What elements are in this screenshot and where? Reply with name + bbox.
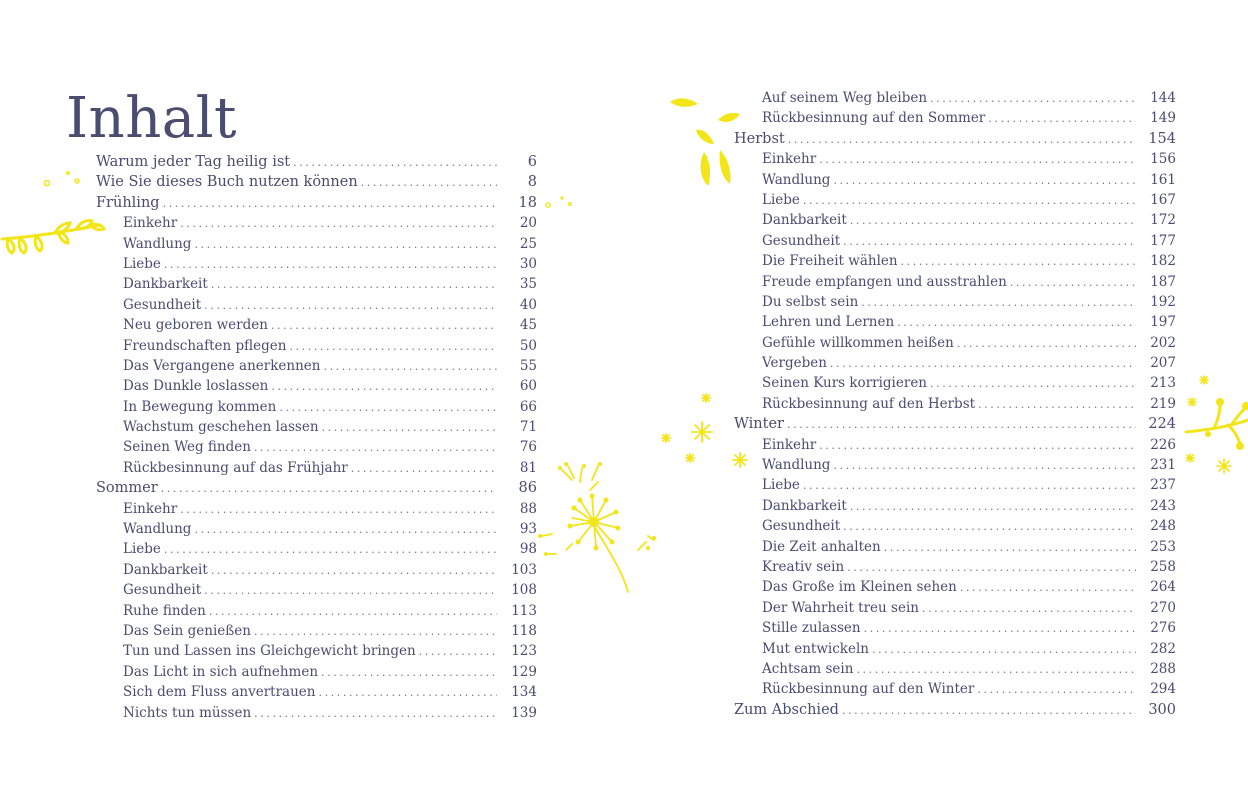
toc-entry	[762, 516, 1176, 536]
toc-entry-page-number: 161	[1150, 171, 1176, 188]
dot-leader	[847, 558, 1136, 578]
toc-entry-label: Dankbarkeit	[123, 276, 208, 293]
dot-leader	[930, 374, 1136, 394]
toc-entry-label: Wie Sie dieses Buch nutzen können	[96, 174, 358, 191]
dot-leader	[864, 619, 1136, 639]
toc-entry-page-number: 129	[511, 663, 537, 680]
dot-leader	[164, 540, 497, 560]
dot-leader	[254, 438, 497, 458]
toc-entry	[762, 373, 1176, 393]
toc-entry-label: Mut entwickeln	[762, 640, 869, 657]
toc-entry-label: Freundschaften pflegen	[123, 337, 287, 354]
toc-entry-label: Auf seinem Weg bleiben	[762, 90, 928, 106]
sparkle-dots-icon	[542, 195, 576, 213]
toc-entry-label: Gesundheit	[123, 296, 202, 313]
dot-leader	[988, 109, 1136, 129]
toc-entry-page-number: 248	[1150, 518, 1176, 535]
toc-entry-page-number: 258	[1150, 558, 1176, 575]
toc-entry-label: Das Dunkle loslassen	[123, 378, 269, 395]
dot-leader	[843, 517, 1136, 537]
toc-entry-label: Sommer	[96, 480, 158, 497]
toc-entry-label: Tun und Lassen ins Gleichgewicht bringen	[123, 643, 416, 660]
toc-entry	[96, 152, 537, 172]
dot-leader	[351, 459, 497, 479]
toc-entry-label: Winter	[734, 416, 784, 433]
sparkle-dots-icon	[40, 168, 85, 190]
toc-entry	[762, 88, 1176, 108]
toc-entry-page-number: 71	[519, 419, 537, 436]
toc-entry-page-number: 18	[518, 194, 537, 211]
toc-entry-label: Liebe	[123, 255, 161, 272]
toc-entry-page-number: 207	[1150, 355, 1176, 372]
toc-entry	[762, 557, 1176, 577]
dot-leader	[194, 235, 497, 255]
toc-entry-label: Wachstum geschehen lassen	[123, 419, 319, 436]
toc-entry-label: Rückbesinnung auf das Frühjahr	[123, 459, 348, 476]
toc-entry	[762, 149, 1176, 169]
toc-entry-label: Du selbst sein	[762, 293, 859, 310]
berry-branch-icon	[1184, 370, 1248, 480]
toc-entry	[123, 519, 537, 539]
dot-leader	[209, 602, 497, 622]
toc-entry-page-number: 98	[519, 541, 537, 558]
dot-leader	[1010, 273, 1136, 293]
toc-entry-label: Achtsam sein	[762, 660, 854, 677]
toc-entry-page-number: 213	[1150, 375, 1176, 392]
dot-leader	[872, 640, 1136, 660]
toc-entry	[762, 251, 1176, 271]
toc-entry	[762, 190, 1176, 210]
dot-leader	[842, 701, 1136, 721]
toc-entry-label: Liebe	[762, 191, 800, 208]
toc-entry-page-number: 288	[1150, 660, 1176, 677]
dot-leader	[850, 211, 1136, 231]
leaf-branch-icon	[0, 205, 110, 265]
toc-entry-page-number: 88	[519, 500, 537, 517]
toc-entry-label: Rückbesinnung auf den Sommer	[762, 110, 986, 127]
toc-entry-label: Rückbesinnung auf den Winter	[762, 681, 975, 698]
toc-entry	[762, 537, 1176, 557]
toc-entry-page-number: 177	[1150, 232, 1176, 249]
toc-entry-page-number: 139	[511, 704, 537, 721]
toc-entry-page-number: 202	[1150, 334, 1176, 351]
toc-entry	[762, 108, 1176, 128]
toc-entry-label: Gesundheit	[762, 232, 841, 249]
toc-entry-page-number: 86	[518, 480, 537, 497]
dot-leader	[833, 171, 1136, 191]
toc-entry	[123, 376, 537, 396]
toc-entry-page-number: 108	[511, 582, 537, 599]
toc-entry-label: Einkehr	[762, 436, 817, 453]
toc-entry	[123, 560, 537, 580]
toc-entry-label: Einkehr	[123, 215, 178, 232]
page-title: Inhalt	[66, 86, 238, 151]
toc-entry-label: Ruhe finden	[123, 602, 206, 619]
toc-entry-page-number: 55	[519, 357, 537, 374]
dot-leader	[279, 398, 497, 418]
dot-leader	[922, 599, 1136, 619]
toc-entry	[123, 417, 537, 437]
toc-entry-page-number: 81	[519, 459, 537, 476]
toc-entry-label: Vergeben	[762, 355, 827, 372]
toc-entry-page-number: 167	[1150, 191, 1176, 208]
dot-leader	[161, 479, 497, 499]
toc-entry-page-number: 50	[519, 337, 537, 354]
toc-entry-page-number: 76	[519, 439, 537, 456]
dot-leader	[850, 497, 1136, 517]
dot-leader	[819, 436, 1136, 456]
dot-leader	[833, 456, 1136, 476]
toc-entry	[96, 478, 537, 498]
dot-leader	[163, 194, 497, 214]
dot-leader	[322, 418, 497, 438]
toc-entry	[762, 435, 1176, 455]
toc-entry	[123, 682, 537, 702]
toc-entry	[123, 397, 537, 417]
toc-entry-label: Freude empfangen und ausstrahlen	[762, 273, 1007, 290]
dot-leader	[254, 622, 497, 642]
toc-entry-page-number: 134	[511, 684, 537, 701]
dot-leader	[271, 316, 497, 336]
dot-leader	[293, 153, 497, 173]
dot-leader	[204, 581, 497, 601]
toc-entry-page-number: 103	[511, 561, 537, 578]
toc-entry	[762, 475, 1176, 495]
toc-entry-label: Gesundheit	[123, 582, 202, 599]
toc-entry	[762, 231, 1176, 251]
toc-entry-label: Rückbesinnung auf den Herbst	[762, 395, 976, 412]
toc-entry	[123, 641, 537, 661]
toc-entry	[123, 234, 537, 254]
dot-leader	[289, 337, 497, 357]
snowflake-icon	[660, 390, 750, 470]
toc-entry-label: Die Zeit anhalten	[762, 538, 881, 555]
dot-leader	[803, 191, 1136, 211]
toc-entry	[762, 353, 1176, 373]
toc-entry	[762, 210, 1176, 230]
toc-entry-label: Liebe	[762, 477, 800, 494]
toc-entry	[123, 274, 537, 294]
toc-entry-label: Das Große im Kleinen sehen	[762, 579, 957, 596]
toc-entry-label: Das Sein genießen	[123, 622, 251, 639]
right-page	[624, 0, 1248, 809]
toc-entry-page-number: 118	[511, 622, 537, 639]
dot-leader	[819, 150, 1136, 170]
toc-entry-label: Seinen Weg finden	[123, 439, 251, 456]
toc-entry-label: Frühling	[96, 194, 160, 211]
toc-entry-label: Stille zulassen	[762, 620, 861, 637]
toc-entry-label: Sich dem Fluss anvertrauen	[123, 684, 316, 701]
toc-entry-page-number: 197	[1150, 314, 1176, 331]
dot-leader	[164, 255, 497, 275]
toc-entry	[123, 621, 537, 641]
dot-leader	[861, 293, 1136, 313]
toc-entry	[123, 458, 537, 478]
toc-entry-page-number: 149	[1150, 110, 1176, 127]
toc-entry-page-number: 231	[1150, 457, 1176, 474]
toc-entry-page-number: 270	[1150, 599, 1176, 616]
dot-leader	[204, 296, 497, 316]
toc-entry-page-number: 8	[527, 174, 537, 191]
toc-entry-label: Das Licht in sich aufnehmen	[123, 663, 319, 680]
toc-entry-page-number: 6	[527, 154, 537, 170]
toc-entry-label: Kreativ sein	[762, 558, 845, 575]
toc-entry-page-number: 187	[1150, 273, 1176, 290]
dot-leader	[803, 476, 1136, 496]
toc-entry	[123, 254, 537, 274]
toc-entry-page-number: 172	[1150, 212, 1176, 229]
toc-entry-label: Neu geboren werden	[123, 317, 268, 334]
dot-leader	[271, 377, 497, 397]
toc-entry	[123, 580, 537, 600]
toc-entry	[762, 312, 1176, 332]
toc-entry	[96, 172, 537, 192]
toc-entry	[123, 356, 537, 376]
toc-entry	[123, 336, 537, 356]
toc-entry-page-number: 182	[1150, 253, 1176, 270]
toc-entry-label: Die Freiheit wählen	[762, 253, 898, 270]
toc-entry-page-number: 30	[519, 255, 537, 272]
toc-entry	[123, 703, 537, 723]
toc-entry	[123, 213, 537, 233]
dot-leader	[901, 252, 1136, 272]
toc-entry-page-number: 243	[1150, 497, 1176, 514]
dot-leader	[211, 275, 497, 295]
toc-entry-label: Dankbarkeit	[762, 497, 847, 514]
toc-entry-page-number: 156	[1150, 151, 1176, 168]
toc-entry-label: Wandlung	[123, 235, 192, 252]
toc-entry-label: Gefühle willkommen heißen	[762, 334, 954, 351]
toc-entry	[96, 193, 537, 213]
toc-entry-page-number: 264	[1150, 579, 1176, 596]
dot-leader	[897, 313, 1136, 333]
toc-entry	[123, 315, 537, 335]
toc-entry-page-number: 192	[1150, 293, 1176, 310]
toc-entry-page-number: 25	[519, 235, 537, 252]
dot-leader	[930, 89, 1136, 109]
dot-leader	[884, 538, 1136, 558]
toc-entry	[762, 394, 1176, 414]
toc-entry	[762, 639, 1176, 659]
toc-entry-page-number: 123	[511, 643, 537, 660]
toc-entry	[762, 333, 1176, 353]
toc-entry	[123, 437, 537, 457]
toc-entry-label: Liebe	[123, 541, 161, 558]
toc-entry	[762, 272, 1176, 292]
toc-entry	[123, 539, 537, 559]
toc-entry	[734, 129, 1176, 149]
toc-entry	[123, 601, 537, 621]
dot-leader	[180, 214, 497, 234]
toc-entry	[762, 292, 1176, 312]
toc-entry-label: Einkehr	[123, 500, 178, 517]
toc-entry	[762, 170, 1176, 190]
toc-entry-page-number: 300	[1148, 701, 1176, 718]
toc-entry	[734, 700, 1176, 720]
toc-entry	[123, 295, 537, 315]
toc-entry-label: Dankbarkeit	[123, 561, 208, 578]
toc-entry-label: Warum jeder Tag heilig ist	[96, 154, 291, 170]
toc-entry-label: Wandlung	[762, 457, 831, 474]
toc-entry-label: Lehren und Lernen	[762, 314, 895, 331]
toc-entry-page-number: 219	[1150, 395, 1176, 412]
toc-entry-label: Nichts tun müssen	[123, 704, 252, 721]
toc-entry-label: Der Wahrheit treu sein	[762, 599, 919, 616]
toc-entry-label: Wandlung	[762, 171, 831, 188]
toc-entry-label: Das Vergangene anerkennen	[123, 357, 321, 374]
toc-entry-page-number: 93	[519, 521, 537, 538]
toc-entry	[734, 414, 1176, 434]
toc-entry-page-number: 60	[519, 378, 537, 395]
toc-entry-page-number: 20	[519, 215, 537, 232]
toc-entry-label: Seinen Kurs korrigieren	[762, 375, 927, 392]
toc-entry-page-number: 144	[1150, 90, 1176, 106]
dot-leader	[977, 680, 1136, 700]
toc-entry-label: Herbst	[734, 130, 785, 147]
falling-leaves-icon	[668, 92, 768, 192]
toc-entry	[762, 679, 1176, 699]
dot-leader	[960, 578, 1136, 598]
dot-leader	[787, 415, 1136, 435]
dot-leader	[419, 642, 497, 662]
toc-entry-page-number: 40	[519, 296, 537, 313]
dot-leader	[194, 520, 497, 540]
toc-entry-page-number: 224	[1148, 416, 1176, 433]
toc-entry-label: Gesundheit	[762, 518, 841, 535]
toc-entry-page-number: 66	[519, 398, 537, 415]
dot-leader	[211, 561, 497, 581]
toc-entry-page-number: 253	[1150, 538, 1176, 555]
toc-entry	[762, 659, 1176, 679]
toc-entry-label: In Bewegung kommen	[123, 398, 277, 415]
dot-leader	[978, 395, 1136, 415]
toc-entry	[762, 496, 1176, 516]
toc-entry-page-number: 276	[1150, 620, 1176, 637]
dot-leader	[321, 663, 497, 683]
dot-leader	[856, 660, 1136, 680]
toc-entry-page-number: 45	[519, 317, 537, 334]
dot-leader	[323, 357, 497, 377]
dot-leader	[361, 173, 497, 193]
toc-entry	[123, 499, 537, 519]
toc-entry-page-number: 113	[511, 602, 537, 619]
toc-entry-page-number: 282	[1150, 640, 1176, 657]
toc-entry	[123, 662, 537, 682]
toc-entry	[762, 577, 1176, 597]
toc-entry-label: Zum Abschied	[734, 701, 839, 718]
toc-entry-page-number: 294	[1150, 681, 1176, 698]
toc-entry-label: Einkehr	[762, 151, 817, 168]
toc-entry-label: Dankbarkeit	[762, 212, 847, 229]
toc-entry-page-number: 35	[519, 276, 537, 293]
dot-leader	[318, 683, 497, 703]
dot-leader	[830, 354, 1136, 374]
dot-leader	[788, 130, 1136, 150]
toc-entry	[762, 618, 1176, 638]
toc-entry-label: Wandlung	[123, 521, 192, 538]
dot-leader	[254, 704, 497, 724]
dot-leader	[843, 232, 1136, 252]
toc-entry-page-number: 226	[1150, 436, 1176, 453]
dot-leader	[180, 500, 497, 520]
toc-entry	[762, 455, 1176, 475]
toc-entry-page-number: 237	[1150, 477, 1176, 494]
toc-entry-page-number: 154	[1148, 130, 1176, 147]
toc-entry	[762, 598, 1176, 618]
dot-leader	[957, 334, 1136, 354]
